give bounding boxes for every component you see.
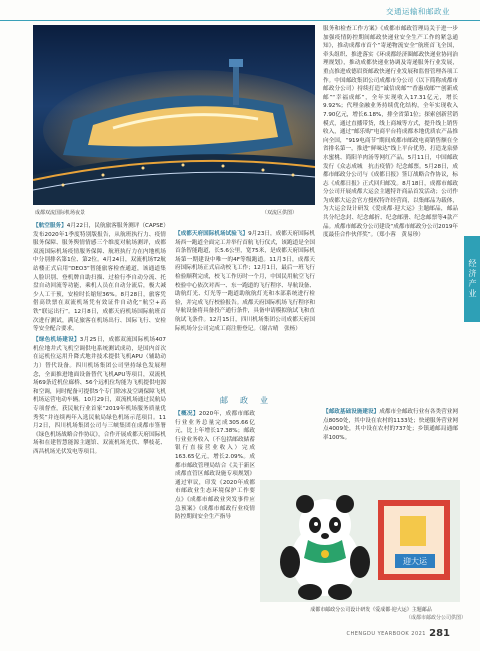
stamp-photo-caption: 成都市邮政分公司设计研发《爱成都·迎大运》主题邮品 [310, 607, 432, 613]
paragraph-text: 3月25日，成都双流国际机场407机位地井式飞机空调供电系统测试成功，是国内首次在运机位运用升降式地井技术提供飞机APU（辅助动力）替代设备。四川机场集团公司坚持绿色发展理念，全面推进地面设备替代飞机APU等项目，双流机场69条近机位廊桥、56个远机位均能为飞机提供电源和空调，同时配备可提供5个专门除冰及空调保障飞机机场运营电动车辆。10月29日，双流机场通过民航局专项督查，获民航行业首家“2019年机场服务质量优秀奖”并连续两年入选民航局绿色机场示范项目。11月2日，四川机场集团公司与三峡集团在成都市签署《绿色机场战略合作协议》，合作开展成都天府国际机场和在建智慧能源主题馆、双流机场光伏、攀枝花、西昌机场光伏发电等项目。 [33, 337, 166, 455]
airport-night-photo [33, 25, 315, 205]
column-2-top [175, 230, 315, 390]
paragraph-green-airport [33, 336, 166, 456]
column-2-bottom [175, 410, 255, 615]
mascot-stamp-photo [260, 480, 460, 602]
header-rule [0, 20, 480, 21]
stamp-photo-credit: （成都市邮政分公司供图） [405, 615, 466, 621]
paragraph-text: 成都市全邮政行业有各类营业网点8050处，其中设在农村的1133处；快递服务营业网点4009处，其中设在农村的737处；乡镇通邮局通邮率100%。 [323, 409, 458, 441]
section-side-tab: 经济产业 [464, 236, 480, 322]
column-3 [323, 25, 458, 405]
section-title-postal: 邮 政 业 [220, 396, 270, 405]
footer-journal: CHENGDU YEARBOOK 2021 [346, 631, 426, 637]
photo-credit: （双流区供图） [262, 210, 298, 216]
heading-green-airport: 【绿色机场建设】 [33, 337, 80, 344]
paragraph-overview [175, 410, 255, 522]
running-header-title: 交通运输和邮政业 [386, 7, 450, 16]
heading-aviation-service: 【航空服务】 [33, 223, 67, 229]
paragraph-tianfu-airport [175, 230, 315, 333]
photo-caption: 成都双流国际机场夜景 [35, 210, 86, 216]
paragraph-postal-continued [323, 25, 458, 240]
heading-overview: 【概况】 [175, 411, 199, 417]
paragraph-text: 服务和检查工作方案》《成都市邮政管理局关于进一步加强疫情防控期间邮政快递业安全生产工作的紧急通知》，推动成都市首个“寄递物流安全”航班首飞全国，牵头组织、推进落实《环成都经济圈邮政快递业协同治理规划》，推动成都快递业协调及寄递服务行业发展，重点推进成德眉资邮政快递行业发展和监督管理各项工作。中国邮政集团公司成都市分公司（以下简称成都市邮政分公司）持续打造“诚信成邮”“香惠成邮”“创新成邮”“幸福成邮”，全年实现收入17.31亿元，增长9.92%；代理金融业务持续优化结构，全年实现收入7.90亿元，增长6.18%，排全省第1位；探索创新营销模式，通过直播带货，线上商城等方式，提升线上销售收入，通过“邮乐购”电商平台将成都本地优质农产品推向全国，“919电商节”期间成都市邮政电商销售额在全省排名第一，推进“鲜味达”线上平台优势，打造龙泉驿水蜜桃、简阳羊肉汤等网红产品。5月11日，中国邮政发行《众志成城 抗击疫情》纪念邮票。5月28日，成都市邮政分公司与《成都日报》签订战略合作协议，标志《成都日报》正式回归邮发。8月18日，成都市邮政分公司开展成都大运会主题特许商品首发活动；公司作为成都大运会官方授权特许经营商，以集邮品为载体，为大运会设计研发《爱成都·迎大运》主题邮品，邮品共分纪念封、纪念邮折、纪念邮册、纪念邮票等4款产品。成都市邮政分公司建设“成都市邮政分公司2019年度最佳合作伙伴奖”。（郑小蓉 黄易珍） [323, 26, 458, 239]
column-1 [33, 222, 166, 627]
page-number: 281 [429, 628, 450, 639]
heading-postal-infrastructure: 【邮政基础设施建设】 [323, 409, 380, 415]
column-3-bottom [323, 408, 458, 470]
heading-tianfu-airport: 【成都天府国际机场试验飞】 [175, 231, 249, 237]
paragraph-text: 2020年，成都市邮政行业业务总量完成305.66亿元，比上年增长17.38%；邮政行业业务收入（不包括邮政储蓄银行直接营业收入）完成163.65亿元，增长2.09%。成都市邮政管理局结合《关于新区成都直管区邮政设施专项规划》通过审议，印发《2020年成都市邮政业生态环境保护工作要点》《成都市邮政业突发事件应急预案》《成都市邮政行业疫情防控期间安全生产指导 [175, 411, 255, 521]
stamp-label: 迎大运 [403, 557, 427, 566]
paragraph-text: 9月23日，成都天府国际机场西一跑道全面完工并举行首航飞行仪式，该跑道是全国首条智能跑道，长5.6公里，宽75米，是成都天府国际机场第一期建设中唯一的4F等级跑道。11月3日，成都天府国际机场正式启动校飞工作；12月1日，最后一班飞行检验顺利完成，校飞工作历时一个月，中国民用航空飞行校验中心依次对西一、东一跑道的飞行程序、导航设备、助航灯光、灯光等一跑道助航航灯光和本部系统进行检验，并完成飞行校验报告。成都天府国际机场飞行程序和导航设备将具备投产通行条件，具备申请模拟航试飞和直航试飞条件。12月15日，四川机场集团公司成都天府国际机场分公司完成工商注册登记。（谢古晴 张杨） [175, 231, 315, 332]
paragraph-postal-infrastructure [323, 408, 458, 442]
paragraph-text: 4月22日，民航旅客服务测评（CAPSE）发布2020年1季度特别版报告，从航班执行力、疫情服务保障、服务舆情情感三个维度对航场测评，成都双流国际机场疫情服务保障、航班执行力在内地机场中分别排名第1位、第2位。4月24日，双流机场T2航站楼正式启用“DEO3”智能旅客检查通道，该通道集人脸识别、登机牌自助扫描、过检行李自动分流、托盘自动回流等功能，乘机人员在自动分流后，极大减少人工干预，安检时长缩短36%。8月28日，旅客凭借高铁票在双流机场凭有效证件自动化“航空+高铁”联运出行”。12月8日，成都天府机场国际航班首次进行测试，满足旅客在机场出行、国际飞行、安检等安全配合要求。 [33, 223, 166, 333]
paragraph-aviation-service [33, 222, 166, 334]
